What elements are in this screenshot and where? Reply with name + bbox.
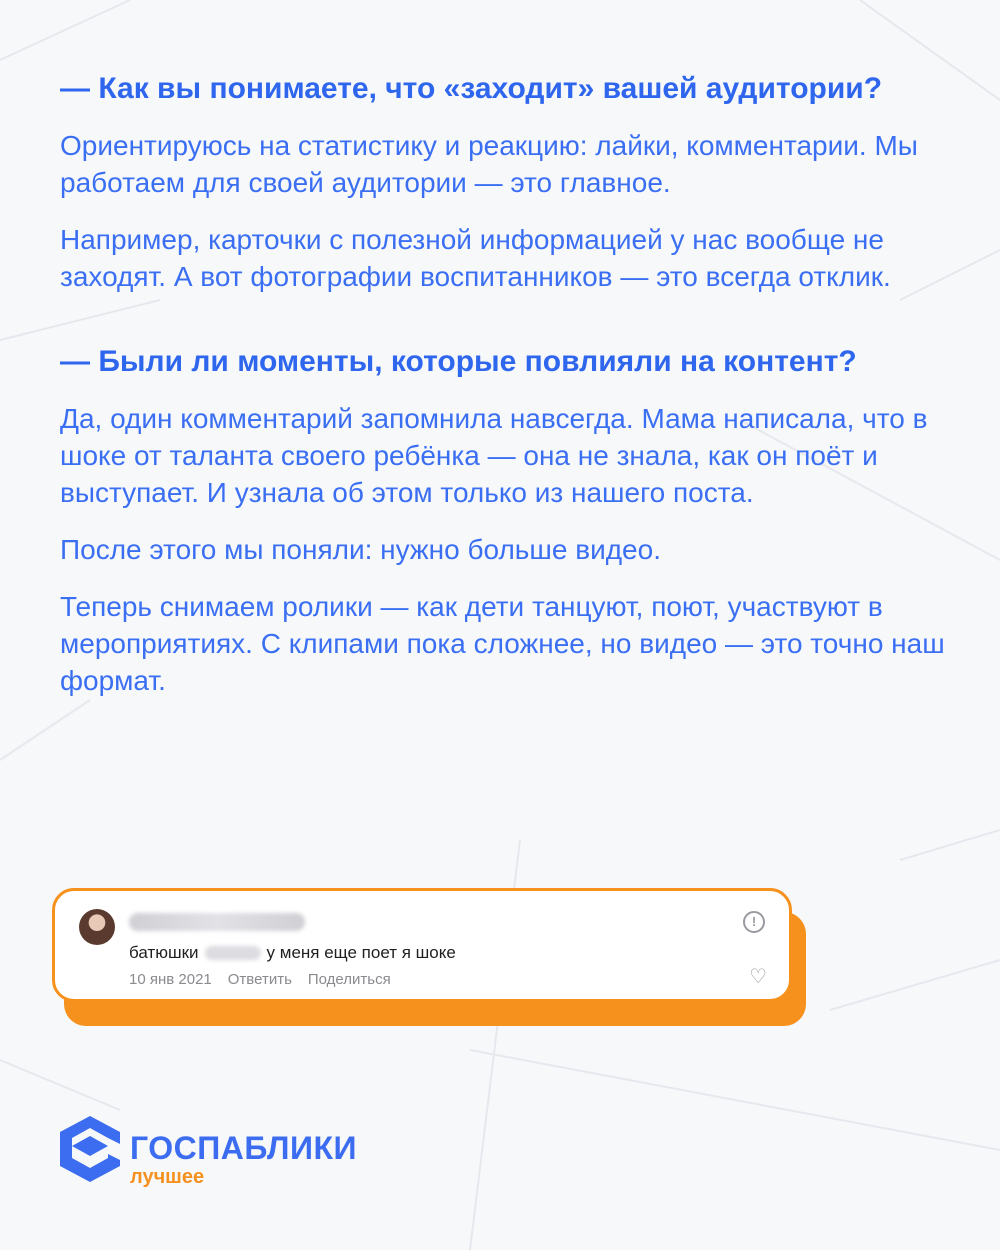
logo-title: ГОСПАБЛИКИ bbox=[130, 1130, 358, 1166]
avatar[interactable] bbox=[79, 909, 115, 945]
article-content bbox=[60, 70, 960, 699]
brand-logo bbox=[58, 1114, 378, 1194]
blurred-username bbox=[129, 913, 305, 931]
reply-link[interactable]: Ответить bbox=[227, 971, 292, 988]
answer-2-paragraph-1: Да, один комментарий запомнила навсегда. Мама написала, что в шоке от таланта своего ребёнка — она не знала, как он поёт и выступает. И узнала об этом только из нашего поста. bbox=[60, 403, 928, 508]
comment-text-end: у меня еще поет я шоке bbox=[266, 943, 456, 962]
answer-2-paragraph-3: Теперь снимаем ролики — как дети танцуют, поют, участвуют в мероприятиях. С клипами пока сложнее, но видео — это точно наш формат. bbox=[60, 591, 945, 696]
comment-screenshot bbox=[52, 888, 808, 1030]
question-1: — Как вы понимаете, что «заходит» вашей аудитории? bbox=[60, 72, 883, 105]
logo-subtitle: лучшее bbox=[130, 1166, 205, 1188]
comment-date: 10 янв 2021 bbox=[129, 971, 212, 988]
comment-text bbox=[129, 943, 456, 963]
comment-card bbox=[52, 888, 792, 1002]
share-link[interactable]: Поделиться bbox=[307, 971, 391, 988]
answer-1-paragraph-2: Например, карточки с полезной информацией у нас вообще не заходят. А вот фотографии воспитанников — это всегда отклик. bbox=[60, 224, 891, 292]
comment-text-start: батюшки bbox=[129, 943, 199, 962]
answer-2-paragraph-2: После этого мы поняли: нужно больше видео. bbox=[60, 534, 661, 565]
info-icon[interactable]: ! bbox=[743, 911, 765, 933]
cube-logo-icon bbox=[58, 1114, 122, 1182]
comment-meta bbox=[129, 971, 391, 988]
answer-1-paragraph-1: Ориентируюсь на статистику и реакцию: лайки, комментарии. Мы работаем для своей аудитории — это главное. bbox=[60, 130, 918, 198]
blurred-name-mention bbox=[205, 946, 261, 960]
question-2: — Были ли моменты, которые повлияли на контент? bbox=[60, 345, 857, 378]
heart-icon[interactable]: ♡ bbox=[749, 966, 767, 988]
